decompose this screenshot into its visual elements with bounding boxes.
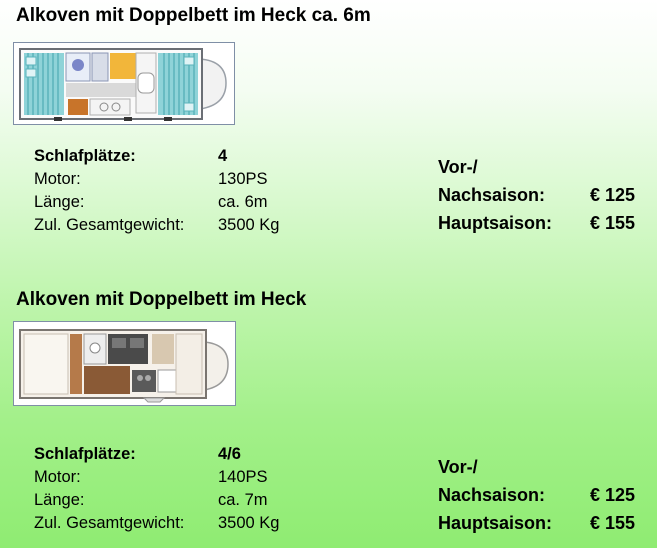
spec-value: 130PS (218, 170, 268, 188)
spec-value: ca. 7m (218, 491, 268, 509)
price-value: € 125 (590, 185, 636, 205)
spec-row (34, 191, 279, 214)
spec-label: Schlafplätze: (34, 147, 136, 165)
price-label: Hauptsaison: (438, 213, 553, 233)
price-label: Nachsaison: (438, 185, 546, 205)
price-value: € 155 (590, 213, 636, 233)
price-value: € 125 (590, 485, 636, 505)
spec-value: 3500 Kg (218, 514, 280, 532)
spec-label: Motor: (34, 170, 81, 188)
price-row (438, 509, 635, 537)
price-label: Hauptsaison: (438, 513, 553, 533)
spec-row (34, 443, 279, 466)
spec-value: 4/6 (218, 445, 241, 463)
spec-label: Zul. Gesamtgewicht: (34, 514, 185, 532)
price-row (438, 181, 635, 209)
vehicle-2-title: Alkoven mit Doppelbett im Heck (16, 289, 307, 310)
spec-label: Schlafplätze: (34, 445, 136, 463)
spec-row (34, 489, 279, 512)
price-label: Nachsaison: (438, 485, 546, 505)
spec-row (34, 512, 279, 535)
floorplan-image (14, 43, 234, 124)
price-row (438, 481, 635, 509)
floorplan-image (14, 322, 235, 405)
vehicle-2-prices (438, 453, 635, 537)
spec-value: ca. 6m (218, 193, 268, 211)
spec-value: 140PS (218, 468, 268, 486)
vehicle-1-floorplan (13, 42, 235, 125)
spec-row (34, 466, 279, 489)
spec-label: Länge: (34, 193, 85, 211)
price-heading: Vor-/ (438, 157, 478, 177)
spec-label: Motor: (34, 468, 81, 486)
spec-label: Länge: (34, 491, 85, 509)
price-row (438, 209, 635, 237)
vehicle-2-floorplan (13, 321, 236, 406)
vehicle-1-prices (438, 153, 635, 237)
spec-value: 4 (218, 147, 228, 165)
spec-value: 3500 Kg (218, 216, 280, 234)
spec-row (34, 145, 279, 168)
vehicle-1-title: Alkoven mit Doppelbett im Heck ca. 6m (16, 5, 371, 26)
spec-label: Zul. Gesamtgewicht: (34, 216, 185, 234)
spec-row (34, 214, 279, 237)
price-heading: Vor-/ (438, 457, 478, 477)
price-value: € 155 (590, 513, 636, 533)
vehicle-1-specs (34, 145, 279, 237)
spec-row (34, 168, 279, 191)
vehicle-2-specs (34, 443, 279, 535)
